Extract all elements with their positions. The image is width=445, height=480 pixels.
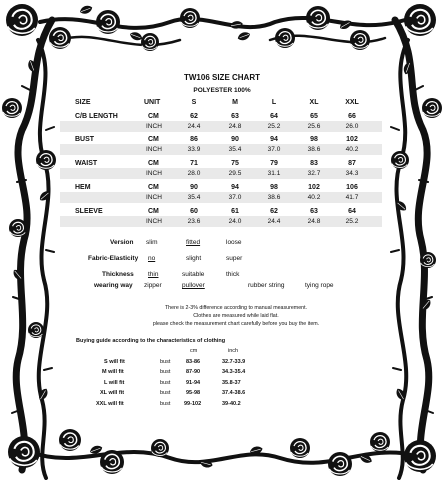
cell-inch: 33.9 <box>187 146 201 153</box>
cell-inch: 24.4 <box>187 123 201 130</box>
cell-cm: 64 <box>348 208 356 215</box>
cell-cm: 75 <box>231 160 239 167</box>
cell-cm: 86 <box>190 136 198 143</box>
option-slight: slight <box>186 255 202 262</box>
cell-inch: 32.7 <box>307 170 321 177</box>
chart-subtitle: POLYESTER 100% <box>193 87 251 94</box>
feature-wearing-label: wearing way <box>94 282 133 289</box>
cell-cm: 94 <box>231 184 239 191</box>
guide-col-inch: inch <box>228 348 239 354</box>
row-label: SLEEVE <box>75 208 103 215</box>
unit-inch: INCH <box>146 194 162 201</box>
guide-inch: 34.3-35.4 <box>222 369 246 375</box>
guide-size: M will fit <box>102 369 124 375</box>
cell-inch: 31.1 <box>267 170 281 177</box>
unit-cm: CM <box>148 113 159 120</box>
cell-inch: 23.6 <box>187 218 201 225</box>
cell-cm: 63 <box>231 113 239 120</box>
cell-inch: 25.2 <box>267 123 281 130</box>
cell-inch: 35.4 <box>187 194 201 201</box>
cell-inch: 38.6 <box>267 194 281 201</box>
cell-cm: 102 <box>346 136 358 143</box>
header-xxl: XXL <box>345 99 359 106</box>
option-rubber-string: rubber string <box>248 282 285 289</box>
option-slim: slim <box>146 239 158 246</box>
option-suitable: suitable <box>182 271 205 278</box>
row-label: BUST <box>75 136 95 143</box>
guide-inch: 37.4-38.6 <box>222 390 246 396</box>
note-line: please check the measurement chart carefully before you buy the item. <box>152 321 320 327</box>
option-tying-rope: tying rope <box>305 282 334 289</box>
header-xl: XL <box>309 99 319 106</box>
cell-cm: 102 <box>308 184 320 191</box>
row-stripe <box>60 121 382 132</box>
cell-cm: 62 <box>270 208 278 215</box>
cell-cm: 79 <box>270 160 278 167</box>
feature-version-label: Version <box>110 239 134 246</box>
row-label: HEM <box>75 184 91 191</box>
cell-cm: 98 <box>310 136 318 143</box>
cell-inch: 28.0 <box>187 170 201 177</box>
cell-cm: 94 <box>270 136 278 143</box>
note-line: Clothes are measured while laid flat. <box>193 313 279 319</box>
header-m: M <box>232 99 238 106</box>
cell-cm: 63 <box>310 208 318 215</box>
cell-cm: 60 <box>190 208 198 215</box>
unit-cm: CM <box>148 208 159 215</box>
cell-inch: 24.8 <box>228 123 242 130</box>
cell-cm: 98 <box>270 184 278 191</box>
unit-inch: INCH <box>146 170 162 177</box>
cell-cm: 64 <box>270 113 278 120</box>
guide-part: bust <box>160 359 171 365</box>
guide-inch: 32.7-33.9 <box>222 359 246 365</box>
cell-inch: 37.0 <box>228 194 242 201</box>
row-stripe <box>60 216 382 227</box>
cell-cm: 71 <box>190 160 198 167</box>
cell-inch: 29.5 <box>228 170 242 177</box>
option-zipper: zipper <box>144 282 162 289</box>
guide-cm: 95-98 <box>186 390 201 396</box>
note-line: There is 2-3% difference according to manual measurement. <box>164 305 308 311</box>
guide-col-cm: cm <box>190 348 198 354</box>
unit-cm: CM <box>148 184 159 191</box>
guide-size: XXL will fit <box>96 401 124 407</box>
unit-cm: CM <box>148 160 159 167</box>
feature-thickness-label: Thickness <box>102 271 134 278</box>
guide-size: L will fit <box>104 380 125 386</box>
option-loose: loose <box>226 239 242 246</box>
row-label: WAIST <box>75 160 98 167</box>
cell-cm: 90 <box>190 184 198 191</box>
guide-inch: 35.8-37 <box>222 380 241 386</box>
cell-cm: 83 <box>310 160 318 167</box>
guide-part: bust <box>160 401 171 407</box>
header-l: L <box>271 99 277 106</box>
cell-inch: 35.4 <box>228 146 242 153</box>
unit-inch: INCH <box>146 218 162 225</box>
unit-inch: INCH <box>146 146 162 153</box>
unit-inch: INCH <box>146 123 162 130</box>
cell-inch: 25.2 <box>345 218 359 225</box>
cell-inch: 40.2 <box>307 194 321 201</box>
option-fitted-selected: fitted <box>186 239 201 246</box>
guide-inch: 39-40.2 <box>222 401 241 407</box>
cell-inch: 24.0 <box>228 218 242 225</box>
cell-cm: 106 <box>346 184 358 191</box>
cell-cm: 66 <box>348 113 356 120</box>
guide-cm: 87-90 <box>186 369 201 375</box>
cell-inch: 38.6 <box>307 146 321 153</box>
cell-cm: 62 <box>190 113 198 120</box>
cell-inch: 41.7 <box>345 194 359 201</box>
guide-cm: 99-102 <box>184 401 202 407</box>
row-stripe <box>60 144 382 155</box>
header-s: S <box>191 99 197 106</box>
cell-inch: 24.8 <box>307 218 321 225</box>
option-thick: thick <box>226 271 240 278</box>
cell-cm: 65 <box>310 113 318 120</box>
cell-cm: 90 <box>231 136 239 143</box>
row-stripe <box>60 168 382 179</box>
cell-cm: 87 <box>348 160 356 167</box>
row-label: C/B LENGTH <box>75 113 118 120</box>
guide-title: Buying guide according to the characteristics of clothing <box>76 338 226 344</box>
guide-size: XL will fit <box>100 390 125 396</box>
cell-cm: 61 <box>231 208 239 215</box>
cell-inch: 34.3 <box>345 170 359 177</box>
guide-part: bust <box>160 380 171 386</box>
cell-inch: 37.0 <box>267 146 281 153</box>
guide-size: S will fit <box>104 359 125 365</box>
option-thin-selected: thin <box>148 271 159 278</box>
guide-cm: 83-86 <box>186 359 201 365</box>
cell-inch: 24.4 <box>267 218 281 225</box>
cell-inch: 40.2 <box>345 146 359 153</box>
guide-part: bust <box>160 390 171 396</box>
header-unit: UNIT <box>144 99 161 106</box>
row-stripe <box>60 192 382 203</box>
cell-inch: 25.6 <box>307 123 321 130</box>
header-size: SIZE <box>75 99 91 106</box>
cell-inch: 26.0 <box>345 123 359 130</box>
guide-cm: 91-94 <box>186 380 201 386</box>
option-no-selected: no <box>148 255 156 262</box>
option-pullover-selected: pullover <box>182 282 205 289</box>
guide-part: bust <box>160 369 171 375</box>
feature-elasticity-label: Fabric-Elasticity <box>88 255 139 262</box>
unit-cm: CM <box>148 136 159 143</box>
option-super: super <box>226 255 243 262</box>
chart-title: TW106 SIZE CHART <box>183 73 261 82</box>
